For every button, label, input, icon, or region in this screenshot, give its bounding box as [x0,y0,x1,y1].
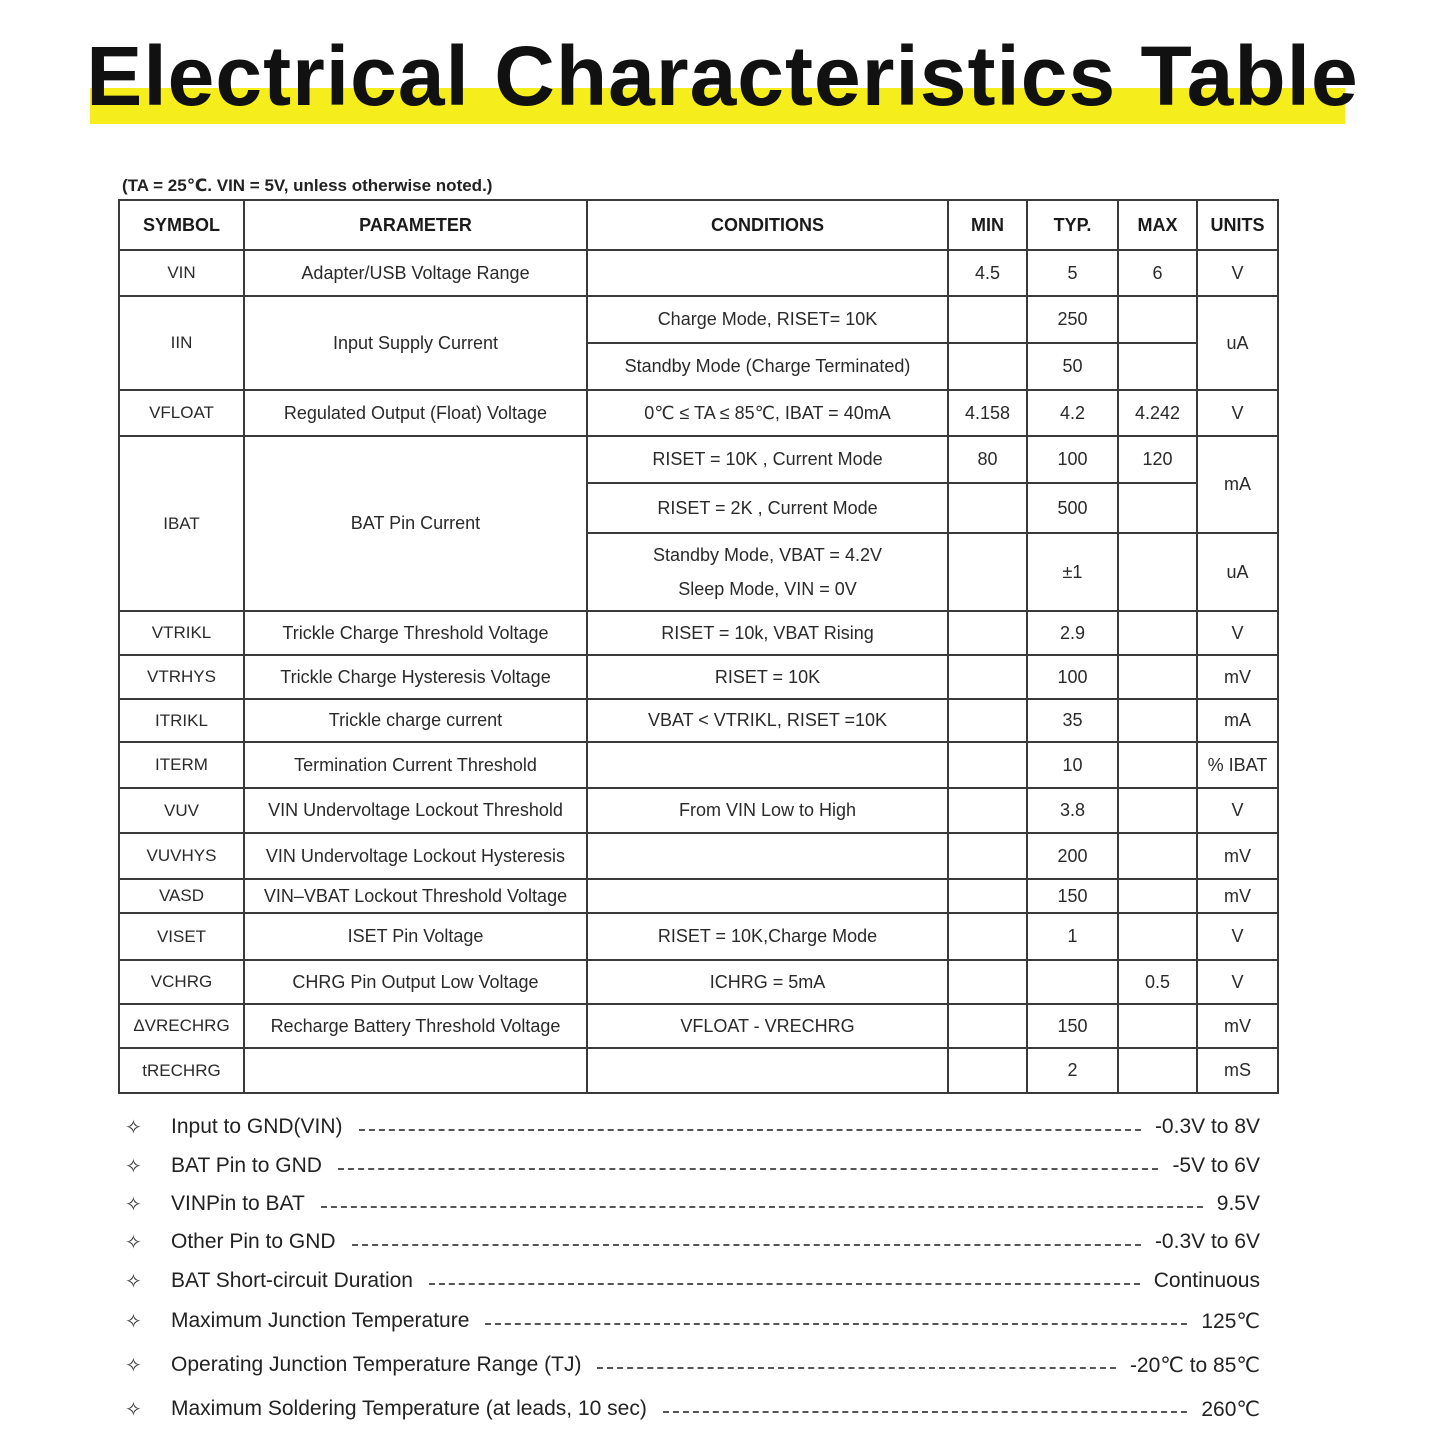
typ-cell: 150 [1027,1004,1118,1048]
column-header: UNITS [1197,200,1278,250]
max-cell [1118,788,1197,833]
max-cell: 4.242 [1118,390,1197,436]
symbol-cell: VASD [119,879,244,913]
rating-label: BAT Pin to GND [171,1154,322,1177]
conditions-cell: VFLOAT - VRECHRG [587,1004,948,1048]
conditions-cell: RISET = 10K , Current Mode [587,436,948,483]
parameter-cell: VIN Undervoltage Lockout Threshold [244,788,587,833]
conditions-cell: Charge Mode, RISET= 10K [587,296,948,343]
conditions-cell: RISET = 10K [587,655,948,699]
column-header: CONDITIONS [587,200,948,250]
symbol-cell: VUVHYS [119,833,244,879]
conditions-line: Sleep Mode, VIN = 0V [678,579,857,599]
max-cell [1118,483,1197,533]
electrical-characteristics-table [118,199,1279,1094]
min-cell [948,1048,1027,1093]
symbol-cell: VIN [119,250,244,296]
table-row [119,742,1278,788]
units-cell: V [1197,250,1278,296]
sparkle-bullet-icon: ✧ [125,1354,142,1377]
sparkle-bullet-icon: ✧ [125,1270,142,1293]
max-cell [1118,699,1197,742]
conditions-cell [587,250,948,296]
column-header: TYP. [1027,200,1118,250]
conditions-cell [587,879,948,913]
conditions-cell: 0℃ ≤ TA ≤ 85℃, IBAT = 40mA [587,390,948,436]
column-header: MIN [948,200,1027,250]
min-cell [948,913,1027,960]
symbol-cell: VUV [119,788,244,833]
units-cell: uA [1197,533,1278,611]
conditions-cell [587,533,948,611]
typ-cell: 150 [1027,879,1118,913]
table-row [119,611,1278,655]
min-cell [948,483,1027,533]
typ-cell: 50 [1027,343,1118,390]
table-row [119,879,1278,913]
table-row [119,833,1278,879]
conditions-cell: Standby Mode (Charge Terminated) [587,343,948,390]
list-item [125,1112,1260,1142]
parameter-cell: Input Supply Current [244,296,587,390]
rating-value: 260℃ [1201,1397,1260,1421]
rating-label: Maximum Soldering Temperature (at leads, 10 sec) [171,1397,647,1420]
typ-cell: 2.9 [1027,611,1118,655]
min-cell [948,655,1027,699]
table-row [119,1004,1278,1048]
column-header: MAX [1118,200,1197,250]
parameter-cell: CHRG Pin Output Low Voltage [244,960,587,1004]
conditions-cell [587,833,948,879]
table-row [119,960,1278,1004]
min-cell [948,960,1027,1004]
conditions-cell: VBAT < VTRIKL, RISET =10K [587,699,948,742]
parameter-cell: BAT Pin Current [244,436,587,611]
rating-value: 9.5V [1216,1192,1260,1215]
parameter-cell: VIN–VBAT Lockout Threshold Voltage [244,879,587,913]
symbol-cell: IIN [119,296,244,390]
conditions-cell: RISET = 2K , Current Mode [587,483,948,533]
units-cell: mV [1197,1004,1278,1048]
max-cell [1118,879,1197,913]
title-banner [0,0,1445,160]
conditions-cell [587,742,948,788]
rating-value: -5V to 6V [1172,1154,1260,1177]
min-cell [948,699,1027,742]
typ-cell: 5 [1027,250,1118,296]
typ-cell: 1 [1027,913,1118,960]
conditions-cell: ICHRG = 5mA [587,960,948,1004]
typ-cell: 200 [1027,833,1118,879]
rating-value: -20℃ to 85℃ [1129,1353,1260,1377]
typ-cell: 100 [1027,436,1118,483]
table-header-row [119,200,1278,250]
max-cell [1118,1004,1197,1048]
min-cell [948,742,1027,788]
dash-leader [663,1411,1188,1413]
parameter-cell: Trickle charge current [244,699,587,742]
units-cell: mA [1197,699,1278,742]
symbol-cell: VFLOAT [119,390,244,436]
dash-leader [338,1168,1159,1170]
min-cell [948,296,1027,343]
table-row [119,1048,1278,1093]
list-item [125,1394,1260,1424]
page-title: Electrical Characteristics Table [86,29,1359,123]
min-cell [948,833,1027,879]
min-cell [948,879,1027,913]
typ-cell: 100 [1027,655,1118,699]
rating-label: Operating Junction Temperature Range (TJ) [171,1353,582,1376]
max-cell: 120 [1118,436,1197,483]
units-cell: mA [1197,436,1278,533]
min-cell: 80 [948,436,1027,483]
units-cell: mV [1197,879,1278,913]
sparkle-bullet-icon: ✧ [125,1155,142,1178]
rating-label: Maximum Junction Temperature [171,1309,470,1332]
conditions-cell [587,1048,948,1093]
rating-label: Other Pin to GND [171,1230,336,1253]
max-cell [1118,742,1197,788]
rating-label: BAT Short-circuit Duration [171,1269,413,1292]
max-cell [1118,611,1197,655]
parameter-cell: Trickle Charge Threshold Voltage [244,611,587,655]
max-cell: 0.5 [1118,960,1197,1004]
table-row [119,250,1278,296]
symbol-cell: VCHRG [119,960,244,1004]
symbol-cell: ITERM [119,742,244,788]
list-item [125,1151,1260,1181]
sparkle-bullet-icon: ✧ [125,1193,142,1216]
units-cell: mS [1197,1048,1278,1093]
parameter-cell [244,1048,587,1093]
symbol-cell: ΔVRECHRG [119,1004,244,1048]
max-cell [1118,296,1197,343]
symbol-cell: IBAT [119,436,244,611]
typ-cell: 500 [1027,483,1118,533]
typ-cell: 2 [1027,1048,1118,1093]
parameter-cell: VIN Undervoltage Lockout Hysteresis [244,833,587,879]
units-cell: % IBAT [1197,742,1278,788]
conditions-cell: From VIN Low to High [587,788,948,833]
conditions-cell: RISET = 10k, VBAT Rising [587,611,948,655]
symbol-cell: VISET [119,913,244,960]
parameter-cell: Recharge Battery Threshold Voltage [244,1004,587,1048]
min-cell: 4.5 [948,250,1027,296]
dash-leader [352,1244,1141,1246]
rating-value: -0.3V to 6V [1154,1230,1260,1253]
rating-label: Input to GND(VIN) [171,1115,343,1138]
min-cell [948,1004,1027,1048]
symbol-cell: tRECHRG [119,1048,244,1093]
typ-cell: 4.2 [1027,390,1118,436]
sparkle-bullet-icon: ✧ [125,1231,142,1254]
list-item [125,1306,1260,1336]
min-cell [948,343,1027,390]
units-cell: V [1197,611,1278,655]
conditions-cell: RISET = 10K,Charge Mode [587,913,948,960]
typ-cell [1027,960,1118,1004]
dash-leader [597,1367,1115,1369]
units-cell: V [1197,913,1278,960]
symbol-cell: ITRIKL [119,699,244,742]
typ-cell: 3.8 [1027,788,1118,833]
table-row [119,913,1278,960]
table-row [119,296,1278,343]
table-row [119,655,1278,699]
min-cell [948,788,1027,833]
max-cell: 6 [1118,250,1197,296]
sparkle-bullet-icon: ✧ [125,1398,142,1421]
parameter-cell: Termination Current Threshold [244,742,587,788]
units-cell: V [1197,390,1278,436]
sparkle-bullet-icon: ✧ [125,1116,142,1139]
units-cell: V [1197,788,1278,833]
parameter-cell: Trickle Charge Hysteresis Voltage [244,655,587,699]
rating-label: VINPin to BAT [171,1192,305,1215]
rating-value: -0.3V to 8V [1154,1115,1260,1138]
typ-cell: 35 [1027,699,1118,742]
dash-leader [429,1283,1140,1285]
typ-cell: 250 [1027,296,1118,343]
min-cell [948,533,1027,611]
rating-value: 125℃ [1201,1309,1260,1333]
units-cell: mV [1197,833,1278,879]
units-cell: V [1197,960,1278,1004]
min-cell [948,611,1027,655]
max-cell [1118,833,1197,879]
sparkle-bullet-icon: ✧ [125,1310,142,1333]
min-cell: 4.158 [948,390,1027,436]
max-cell [1118,1048,1197,1093]
rating-value: Continuous [1153,1269,1260,1292]
table-row [119,788,1278,833]
max-cell [1118,343,1197,390]
parameter-cell: Regulated Output (Float) Voltage [244,390,587,436]
dash-leader [485,1323,1187,1325]
max-cell [1118,655,1197,699]
dash-leader [321,1206,1203,1208]
dash-leader [359,1129,1141,1131]
list-item [125,1227,1260,1257]
list-item [125,1350,1260,1380]
table-row [119,436,1278,483]
parameter-cell: ISET Pin Voltage [244,913,587,960]
table-row [119,390,1278,436]
max-cell [1118,913,1197,960]
typ-cell: 10 [1027,742,1118,788]
units-cell: uA [1197,296,1278,390]
max-cell [1118,533,1197,611]
list-item [125,1266,1260,1296]
symbol-cell: VTRIKL [119,611,244,655]
typ-cell: ±1 [1027,533,1118,611]
conditions-note: (TA = 25℃. VIN = 5V, unless otherwise noted.) [122,176,493,195]
table-row [119,699,1278,742]
units-cell: mV [1197,655,1278,699]
column-header: SYMBOL [119,200,244,250]
column-header: PARAMETER [244,200,587,250]
symbol-cell: VTRHYS [119,655,244,699]
parameter-cell: Adapter/USB Voltage Range [244,250,587,296]
list-item [125,1189,1260,1219]
conditions-line: Standby Mode, VBAT = 4.2V [653,545,882,565]
